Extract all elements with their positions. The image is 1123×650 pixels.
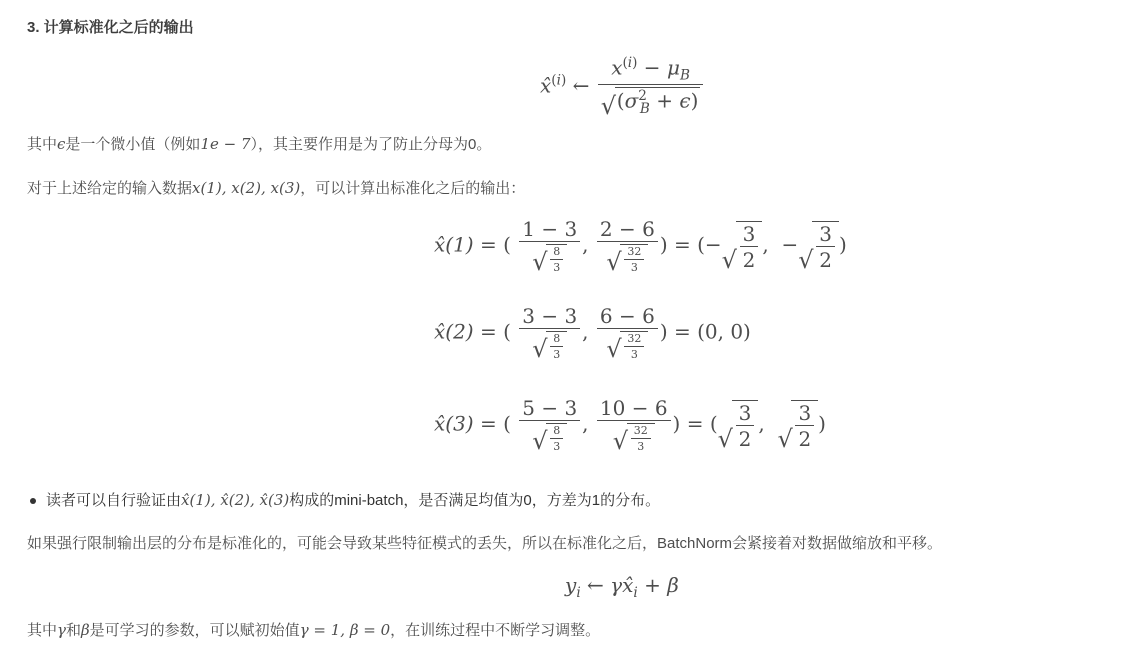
- batchnorm-note: 如果强行限制输出层的分布是标准化的，可能会导致某些特征模式的丢失，所以在标准化之后，BatchNorm会紧接着对数据做缩放和平移。: [27, 535, 943, 552]
- equation-x3: x̂(3) = ( 5 − 3 √ $\frac{8}{3}$ , 10 − 6 √ $\frac{32}{3}$ ) = ( √ $\frac{3}{2}$ , √ $\frac{3}{2}$ ): [434, 396, 826, 456]
- epsilon-note: 其中ϵ是一个微小值（例如1e − 7），其主要作用是为了防止分母为0。: [27, 135, 492, 153]
- scale-shift-formula: $y_i$ ← $\gamma x̂_i + \beta$: [565, 573, 679, 601]
- normalization-formula: x̂$^{(i)}$ ← $x^{(i)} - \mu_B$ √ $(\sigma^2_B + \epsilon)$: [540, 56, 705, 118]
- bullet-icon: [30, 498, 36, 504]
- equation-x2: x̂(2) = ( 3 − 3 √ $\frac{8}{3}$ , 6 − 6 √ $\frac{32}{3}$ ) = (0, 0): [434, 304, 751, 364]
- params-note: 其中γ和β是可学习的参数，可以赋初始值γ = 1, β = 0，在训练过程中不断学习调整。: [27, 621, 601, 639]
- input-data-note: 对于上述给定的输入数据x(1), x(2), x(3)，可以计算出标准化之后的输出：: [27, 179, 526, 197]
- equation-x1: x̂(1) = ( 1 − 3 √ $\frac{8}{3}$ , 2 − 6 √ $\frac{32}{3}$ ) = (− √ $\frac{3}{2}$ , − √ $\frac{3}{2}$ ): [434, 217, 847, 277]
- verify-bullet: 读者可以自行验证由x̂(1), x̂(2), x̂(3)构成的mini-batch，是否满足均值为0，方差为1的分布。: [30, 490, 660, 511]
- section-heading: 3. 计算标准化之后的输出: [27, 19, 194, 36]
